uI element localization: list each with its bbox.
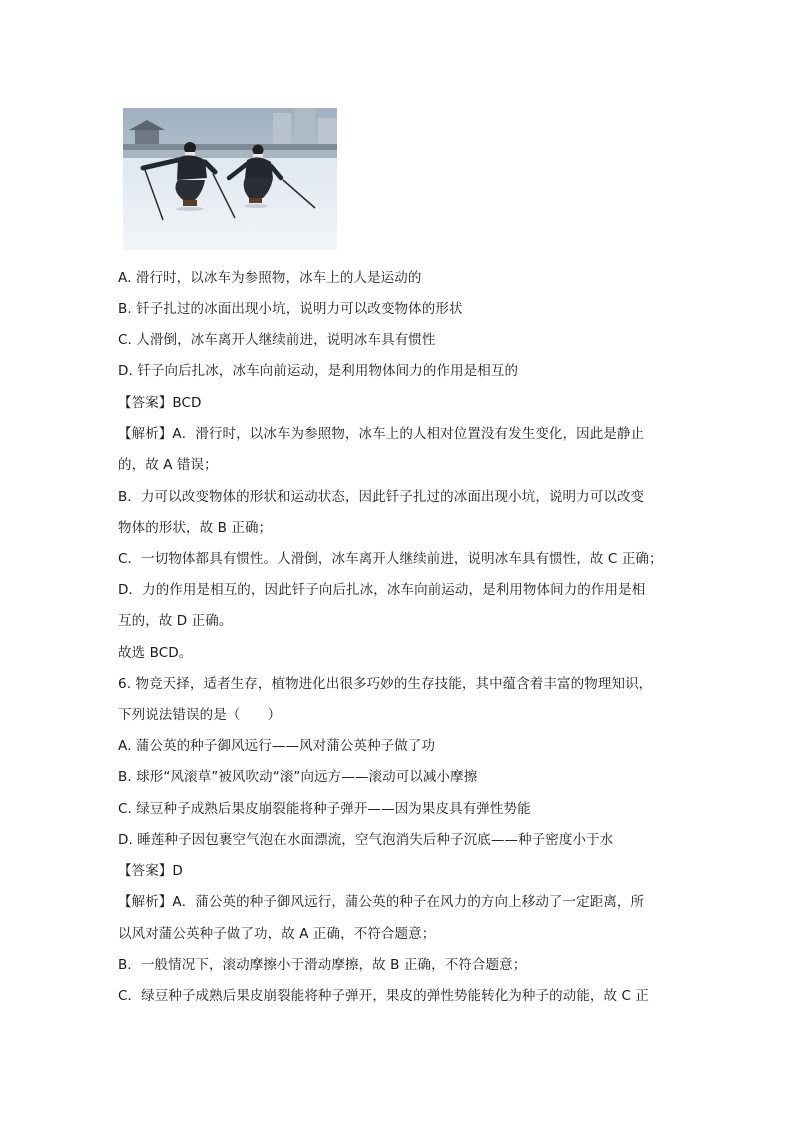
q5-option-a: A. 滑行时，以冰车为参照物，冰车上的人是运动的 <box>118 270 422 286</box>
q6-analysis-line: 以风对蒲公英种子做了功，故 A 正确，不符合题意； <box>118 926 436 942</box>
q6-option-d: D. 睡莲种子因包裹空气泡在水面漂流，空气泡消失后种子沉底——种子密度小于水 <box>118 832 614 848</box>
q5-analysis-line: D．力的作用是相互的，因此钎子向后扎冰，冰车向前运动，是利用物体间力的作用是相 <box>118 582 646 598</box>
q5-option-b: B. 钎子扎过的冰面出现小坑，说明力可以改变物体的形状 <box>118 301 463 317</box>
q5-analysis-line: C．一切物体都具有惯性。人滑倒，冰车离开人继续前进，说明冰车具有惯性，故 C 正确； <box>118 551 663 567</box>
q6-option-a: A. 蒲公英的种子御风远行——风对蒲公英种子做了功 <box>118 738 436 754</box>
q5-analysis-line: 的，故 A 错误； <box>118 457 218 473</box>
q5-option-d: D. 钎子向后扎冰，冰车向前运动，是利用物体间力的作用是相互的 <box>118 363 519 379</box>
q6-option-c: C. 绿豆种子成熟后果皮崩裂能将种子弹开——因为果皮具有弹性势能 <box>118 801 531 817</box>
ice-sled-photo <box>123 108 337 250</box>
q5-option-c: C. 人滑倒，冰车离开人继续前进，说明冰车具有惯性 <box>118 332 436 348</box>
q6-analysis-line: 【解析】A．蒲公英的种子御风远行，蒲公英的种子在风力的方向上移动了一定距离，所 <box>118 894 645 910</box>
q6-stem-line: 下列说法错误的是（ ） <box>118 707 282 723</box>
q6-option-b: B. 球形“风滚草”被风吹动“滚”向远方——滚动可以减小摩擦 <box>118 769 478 785</box>
q5-answer: 【答案】BCD <box>118 395 202 411</box>
q6-answer: 【答案】D <box>118 863 183 879</box>
q6-analysis-line: B．一般情况下，滚动摩擦小于滑动摩擦，故 B 正确，不符合题意； <box>118 957 527 973</box>
q5-analysis-line: 【解析】A．滑行时，以冰车为参照物，冰车上的人相对位置没有发生变化，因此是静止 <box>118 426 645 442</box>
q6-stem-line: 6. 物竞天择，适者生存，植物进化出很多巧妙的生存技能，其中蕴含着丰富的物理知识， <box>118 676 653 692</box>
q5-analysis-line: 物体的形状，故 B 正确； <box>118 520 273 536</box>
q5-analysis-line: B．力可以改变物体的形状和运动状态，因此钎子扎过的冰面出现小坑，说明力可以改变 <box>118 489 645 505</box>
q5-analysis-line: 互的，故 D 正确。 <box>118 613 233 629</box>
q5-conclusion: 故选 BCD。 <box>118 645 193 661</box>
q6-analysis-line: C．绿豆种子成熟后果皮崩裂能将种子弹开，果皮的弹性势能转化为种子的动能，故 C 正 <box>118 988 650 1004</box>
